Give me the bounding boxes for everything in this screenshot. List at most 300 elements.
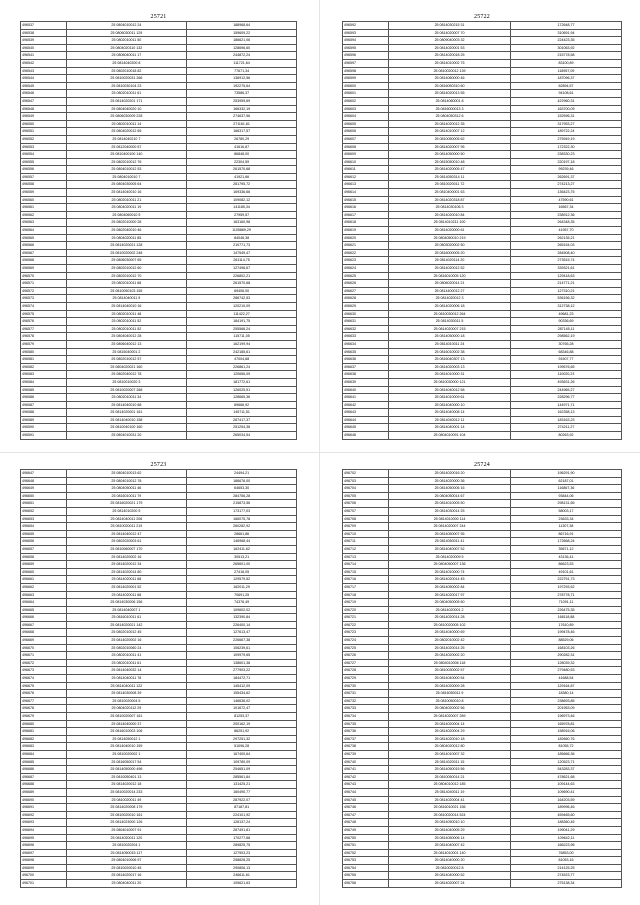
table-row bbox=[21, 234, 297, 242]
row-id-cell: 496572 bbox=[21, 287, 67, 295]
row-code-cell: 25 0814020017 97 bbox=[389, 591, 511, 599]
row-amount-cell: 22304,59 bbox=[187, 158, 297, 166]
data-table bbox=[342, 469, 622, 888]
table-row bbox=[21, 515, 297, 523]
row-code-cell: 25 0802010012 76 bbox=[66, 158, 187, 166]
table-row bbox=[343, 67, 622, 75]
row-amount-cell: 159609,22 bbox=[187, 29, 297, 37]
table-row bbox=[343, 394, 622, 402]
row-amount-cell: 279480,53 bbox=[510, 667, 621, 675]
row-id-cell: 496565 bbox=[21, 234, 67, 242]
row-code-cell: 25 0814040010 159 bbox=[66, 743, 187, 751]
row-id-cell: 496699 bbox=[21, 864, 67, 872]
row-code-cell: 25 0814040011 9 bbox=[66, 295, 187, 303]
row-amount-cell: 196973,46 bbox=[510, 713, 621, 721]
row-amount-cell: 35671,12 bbox=[510, 545, 621, 553]
row-amount-cell: 163160,98 bbox=[187, 219, 297, 227]
row-amount-cell: 261570,68 bbox=[187, 280, 297, 288]
data-table bbox=[20, 469, 297, 888]
row-amount-cell: 189722,24 bbox=[510, 128, 621, 136]
row-code-cell: 25 0814020009 28 bbox=[389, 682, 511, 690]
row-code-cell: 25 0814020002 20 bbox=[389, 652, 511, 660]
row-id-cell: 496546 bbox=[21, 90, 67, 98]
row-code-cell: 25 0802010011 34 bbox=[66, 394, 187, 402]
row-amount-cell: 422960,31 bbox=[510, 97, 621, 105]
row-amount-cell: 109780,09 bbox=[187, 758, 297, 766]
row-amount-cell: 222751,73 bbox=[510, 576, 621, 584]
row-amount-cell: 261570,68 bbox=[187, 166, 297, 174]
row-amount-cell: 131425,21 bbox=[187, 781, 297, 789]
row-id-cell: 496720 bbox=[343, 606, 389, 614]
row-amount-cell: 93844,06 bbox=[510, 492, 621, 500]
row-code-cell: 25 0814050007 55 bbox=[389, 530, 511, 538]
row-amount-cell: 226475,35 bbox=[510, 606, 621, 614]
row-amount-cell: 129164,87 bbox=[510, 682, 621, 690]
row-amount-cell: 258828,25 bbox=[187, 857, 297, 865]
row-code-cell: 25 0804010012 185 bbox=[389, 781, 511, 789]
row-id-cell: 496675 bbox=[21, 682, 67, 690]
row-id-cell: 496579 bbox=[21, 340, 67, 348]
row-amount-cell: 109690,41 bbox=[510, 788, 621, 796]
sheet-title: 25723 bbox=[150, 462, 167, 468]
row-id-cell: 496624 bbox=[343, 265, 389, 273]
row-amount-cell: 115711,05 bbox=[187, 333, 297, 341]
row-id-cell: 496687 bbox=[21, 773, 67, 781]
row-id-cell: 496716 bbox=[343, 576, 389, 584]
row-amount-cell: 86623,53 bbox=[510, 561, 621, 569]
table-row bbox=[343, 880, 622, 888]
row-amount-cell: 158916,06 bbox=[510, 728, 621, 736]
row-id-cell: 496724 bbox=[343, 637, 389, 645]
row-id-cell: 496681 bbox=[21, 728, 67, 736]
table-row bbox=[21, 667, 297, 675]
row-code-cell: 25 0814010007 32 bbox=[389, 750, 511, 758]
row-id-cell: 496581 bbox=[21, 356, 67, 364]
row-code-cell: 25 0810400100 140 bbox=[66, 151, 187, 159]
row-amount-cell: 166317,57 bbox=[187, 128, 297, 136]
row-amount-cell: 265154,03 bbox=[510, 242, 621, 250]
row-code-cell: 25 0810020007 161 bbox=[66, 713, 187, 721]
row-code-cell: 25 0814030008 39 bbox=[66, 690, 187, 698]
table-row bbox=[21, 424, 297, 432]
row-amount-cell: 30513,21 bbox=[187, 553, 297, 561]
row-amount-cell: 163700,09 bbox=[510, 105, 621, 113]
table-row bbox=[343, 204, 622, 212]
row-code-cell: 25 0806040012 13 bbox=[66, 340, 187, 348]
table-row bbox=[343, 151, 622, 159]
table-row bbox=[21, 826, 297, 834]
table-row bbox=[21, 386, 297, 394]
row-code-cell: 25 0814020002 16 bbox=[66, 553, 187, 561]
row-code-cell: 25 0814050000 496 bbox=[66, 766, 187, 774]
table-row bbox=[21, 128, 297, 136]
row-amount-cell: 1105869,29 bbox=[187, 227, 297, 235]
row-id-cell: 496643 bbox=[343, 409, 389, 417]
table-row bbox=[21, 310, 297, 318]
row-amount-cell: 167400,64 bbox=[187, 750, 297, 758]
row-id-cell: 496610 bbox=[343, 158, 389, 166]
row-code-cell: 25 0814040000 69 bbox=[389, 629, 511, 637]
table-row bbox=[343, 864, 622, 872]
row-id-cell: 496650 bbox=[21, 492, 67, 500]
row-amount-cell: 49101,61 bbox=[510, 568, 621, 576]
table-row bbox=[343, 280, 622, 288]
row-amount-cell: 287922,07 bbox=[187, 796, 297, 804]
row-code-cell: 25 0814020001 2 bbox=[389, 606, 511, 614]
row-amount-cell: 164203,59 bbox=[510, 796, 621, 804]
row-id-cell: 496706 bbox=[343, 500, 389, 508]
table-row bbox=[21, 568, 297, 576]
table-row bbox=[21, 819, 297, 827]
row-amount-cell: 129418,63 bbox=[510, 272, 621, 280]
row-amount-cell: 94108,61 bbox=[510, 90, 621, 98]
row-amount-cell: 297251,32 bbox=[187, 735, 297, 743]
table-row bbox=[21, 606, 297, 614]
row-id-cell: 496674 bbox=[21, 675, 67, 683]
table-row bbox=[343, 606, 622, 614]
row-amount-cell: 81053,16 bbox=[510, 857, 621, 865]
row-code-cell: 25 0804010006 118 bbox=[389, 659, 511, 667]
sheet-panel-top-left bbox=[20, 14, 297, 440]
table-row bbox=[21, 67, 297, 75]
row-id-cell: 496663 bbox=[21, 591, 67, 599]
row-code-cell: 25 0816020021 179 bbox=[66, 500, 187, 508]
row-amount-cell: 224423,35 bbox=[510, 37, 621, 45]
row-amount-cell: 77671,34 bbox=[187, 67, 297, 75]
table-row bbox=[21, 219, 297, 227]
row-amount-cell: 86716,91 bbox=[510, 530, 621, 538]
row-amount-cell: 91507,77 bbox=[510, 356, 621, 364]
table-row bbox=[21, 272, 297, 280]
row-code-cell: 25 0814020014 45 bbox=[389, 576, 511, 584]
row-id-cell: 496555 bbox=[21, 158, 67, 166]
row-amount-cell: 49681,23 bbox=[510, 310, 621, 318]
row-code-cell: 25 0814020004 14 bbox=[389, 720, 511, 728]
row-amount-cell: 214771,21 bbox=[510, 280, 621, 288]
row-code-cell: 25 0814020009 5 bbox=[389, 553, 511, 561]
table-row bbox=[21, 659, 297, 667]
row-code-cell: 25 0816010003 106 bbox=[66, 728, 187, 736]
row-id-cell: 496744 bbox=[343, 788, 389, 796]
table-row bbox=[21, 363, 297, 371]
row-amount-cell: 312738,12 bbox=[510, 302, 621, 310]
row-id-cell: 496746 bbox=[343, 804, 389, 812]
row-amount-cell: 127496,67 bbox=[187, 265, 297, 273]
row-amount-cell: 188360,45 bbox=[510, 819, 621, 827]
table-row bbox=[343, 485, 622, 493]
row-amount-cell: 101672,47 bbox=[187, 705, 297, 713]
row-amount-cell: 238912,36 bbox=[510, 211, 621, 219]
table-row bbox=[21, 401, 297, 409]
row-id-cell: 496551 bbox=[21, 128, 67, 136]
row-code-cell: 25 0814050000 50 bbox=[389, 151, 511, 159]
row-code-cell: 25 0814020001 52 bbox=[66, 583, 187, 591]
row-amount-cell: 138601,38 bbox=[187, 659, 297, 667]
row-id-cell: 496634 bbox=[343, 340, 389, 348]
row-code-cell: 25 0814040008 14 bbox=[389, 409, 511, 417]
row-code-cell: 25 0814010001 140 bbox=[389, 849, 511, 857]
table-row bbox=[343, 378, 622, 386]
row-amount-cell: 120210,09 bbox=[187, 302, 297, 310]
row-id-cell: 496585 bbox=[21, 386, 67, 394]
row-code-cell: 25 0809040003 32 bbox=[389, 37, 511, 45]
row-code-cell: 25 0810020204 1 bbox=[66, 842, 187, 850]
row-code-cell: 25 0816010002 38 bbox=[389, 348, 511, 356]
table-row bbox=[343, 857, 622, 865]
row-id-cell: 496582 bbox=[21, 363, 67, 371]
row-id-cell: 496659 bbox=[21, 561, 67, 569]
table-row bbox=[21, 599, 297, 607]
table-row bbox=[21, 29, 297, 37]
row-code-cell: 25 0814040007 1 bbox=[66, 606, 187, 614]
table-row bbox=[343, 82, 622, 90]
row-id-cell: 496703 bbox=[343, 477, 389, 485]
table-row bbox=[343, 576, 622, 584]
row-code-cell: 25 0802020003 61 bbox=[66, 538, 187, 546]
row-id-cell: 496559 bbox=[21, 189, 67, 197]
table-row bbox=[343, 348, 622, 356]
row-id-cell: 496633 bbox=[343, 333, 389, 341]
row-code-cell: 25 0804020011 19 bbox=[66, 204, 187, 212]
row-code-cell: 25 0814050002 84 bbox=[389, 583, 511, 591]
row-code-cell: 25 0814020017 16 bbox=[66, 872, 187, 880]
table-row bbox=[21, 864, 297, 872]
row-code-cell: 25 0814020010 84 bbox=[389, 211, 511, 219]
table-row bbox=[21, 538, 297, 546]
row-id-cell: 496638 bbox=[343, 371, 389, 379]
row-id-cell: 496670 bbox=[21, 644, 67, 652]
row-code-cell: 25 0804010012 78 bbox=[66, 477, 187, 485]
table-row bbox=[21, 120, 297, 128]
row-id-cell: 496654 bbox=[21, 523, 67, 531]
row-id-cell: 496718 bbox=[343, 591, 389, 599]
table-row bbox=[343, 690, 622, 698]
row-id-cell: 496557 bbox=[21, 173, 67, 181]
row-code-cell: 25 0814040001 14 bbox=[389, 424, 511, 432]
row-id-cell: 496548 bbox=[21, 105, 67, 113]
row-code-cell: 25 0814020011 68 bbox=[66, 576, 187, 584]
row-amount-cell: 459465,60 bbox=[510, 811, 621, 819]
row-code-cell: 25 0810020002 1 bbox=[66, 750, 187, 758]
table-row bbox=[343, 249, 622, 257]
row-id-cell: 496692 bbox=[21, 811, 67, 819]
row-amount-cell: 317953,27 bbox=[510, 120, 621, 128]
row-id-cell: 496564 bbox=[21, 227, 67, 235]
row-id-cell: 496562 bbox=[21, 211, 67, 219]
row-amount-cell: 298131,65 bbox=[510, 500, 621, 508]
row-amount-cell: 41921,66 bbox=[187, 173, 297, 181]
row-code-cell: 25 0814020001 161 bbox=[66, 409, 187, 417]
row-amount-cell: 162199,94 bbox=[187, 340, 297, 348]
row-id-cell: 496646 bbox=[343, 432, 389, 440]
row-amount-cell: 196291,90 bbox=[510, 470, 621, 478]
table-row bbox=[343, 135, 622, 143]
row-amount-cell: 189996,46 bbox=[510, 804, 621, 812]
row-amount-cell: 155434,62 bbox=[187, 690, 297, 698]
row-code-cell: 25 0804050312 6 bbox=[389, 113, 511, 121]
table-row bbox=[343, 538, 622, 546]
row-id-cell: 496620 bbox=[343, 234, 389, 242]
table-row bbox=[21, 242, 297, 250]
table-row bbox=[21, 675, 297, 683]
table-row bbox=[343, 128, 622, 136]
table-row bbox=[343, 697, 622, 705]
row-id-cell: 496726 bbox=[343, 652, 389, 660]
row-amount-cell: 226802,21 bbox=[187, 272, 297, 280]
row-code-cell: 25 0816050017 54 bbox=[66, 758, 187, 766]
table-row bbox=[343, 773, 622, 781]
row-amount-cell: 99239,46 bbox=[510, 166, 621, 174]
row-amount-cell: 199478,46 bbox=[510, 629, 621, 637]
row-amount-cell: 184472,71 bbox=[187, 675, 297, 683]
table-row bbox=[21, 477, 297, 485]
row-code-cell: 25 0804020021 160 bbox=[66, 363, 187, 371]
row-amount-cell: 110020,23 bbox=[510, 371, 621, 379]
row-id-cell: 496578 bbox=[21, 333, 67, 341]
table-row bbox=[21, 378, 297, 386]
row-amount-cell: 116867,36 bbox=[510, 485, 621, 493]
row-code-cell: 25 0814010000 74 bbox=[389, 568, 511, 576]
row-amount-cell: 281795,72 bbox=[187, 181, 297, 189]
row-id-cell: 496541 bbox=[21, 52, 67, 60]
table-row bbox=[343, 545, 622, 553]
table-row bbox=[343, 37, 622, 45]
row-code-cell: 25 0802010011 68 bbox=[66, 280, 187, 288]
row-amount-cell: 228296,77 bbox=[510, 394, 621, 402]
row-code-cell: 25 0814010000 31 bbox=[389, 371, 511, 379]
row-id-cell: 496713 bbox=[343, 553, 389, 561]
row-code-cell: 25 0804010013 62 bbox=[66, 470, 187, 478]
table-row bbox=[343, 272, 622, 280]
row-code-cell: 25 0814010009 61 bbox=[389, 394, 511, 402]
table-row bbox=[343, 356, 622, 364]
row-amount-cell: 41957,70 bbox=[510, 227, 621, 235]
row-code-cell: 25 0814040007 52 bbox=[389, 545, 511, 553]
row-code-cell: 25 0814040012 11 bbox=[389, 416, 511, 424]
row-amount-cell: 68346,88 bbox=[510, 348, 621, 356]
table-row bbox=[21, 113, 297, 121]
row-id-cell: 496593 bbox=[343, 29, 389, 37]
table-row bbox=[21, 82, 297, 90]
row-id-cell: 496709 bbox=[343, 523, 389, 531]
row-id-cell: 496567 bbox=[21, 249, 67, 257]
table-row bbox=[343, 834, 622, 842]
row-amount-cell: 536156,32 bbox=[510, 295, 621, 303]
table-row bbox=[343, 105, 622, 113]
row-code-cell: 25 0816050011 9 bbox=[389, 690, 511, 698]
row-id-cell: 496721 bbox=[343, 614, 389, 622]
table-row bbox=[21, 614, 297, 622]
row-id-cell: 496754 bbox=[343, 864, 389, 872]
row-code-cell: 25 0810050014 21 bbox=[389, 773, 511, 781]
row-code-cell: 25 0802010011 52 bbox=[66, 325, 187, 333]
table-row bbox=[343, 143, 622, 151]
table-row bbox=[21, 644, 297, 652]
table-row bbox=[343, 644, 622, 652]
row-id-cell: 496752 bbox=[343, 849, 389, 857]
row-id-cell: 496661 bbox=[21, 576, 67, 584]
table-row bbox=[21, 249, 297, 257]
row-id-cell: 496617 bbox=[343, 211, 389, 219]
row-code-cell: 25 0814020008 179 bbox=[66, 804, 187, 812]
row-code-cell: 25 0814010007 12 bbox=[389, 128, 511, 136]
table-row bbox=[343, 401, 622, 409]
row-amount-cell: 310691,94 bbox=[510, 29, 621, 37]
row-code-cell: 25 0814060000 46 bbox=[389, 75, 511, 83]
row-code-cell: 25 0814040010 16 bbox=[66, 302, 187, 310]
table-row bbox=[21, 880, 297, 888]
row-code-cell: 25 0814020014 28 bbox=[389, 614, 511, 622]
row-code-cell: 25 0810020011 72 bbox=[389, 181, 511, 189]
row-code-cell: 25 0804020110 132 bbox=[66, 44, 187, 52]
table-row bbox=[21, 44, 297, 52]
row-amount-cell: 226400,14 bbox=[187, 621, 297, 629]
row-code-cell: 25 0816050310 60 bbox=[389, 82, 511, 90]
row-amount-cell: 188968,64 bbox=[187, 22, 297, 30]
row-id-cell: 496574 bbox=[21, 302, 67, 310]
row-amount-cell: 128137,24 bbox=[187, 819, 297, 827]
row-id-cell: 496635 bbox=[343, 348, 389, 356]
row-code-cell: 25 0814040005 29 bbox=[389, 826, 511, 834]
row-id-cell: 496580 bbox=[21, 348, 67, 356]
table-row bbox=[21, 682, 297, 690]
row-amount-cell: 274211,27 bbox=[510, 424, 621, 432]
table-row bbox=[343, 675, 622, 683]
row-code-cell: 25 0810030012 264 bbox=[389, 310, 511, 318]
row-code-cell: 25 0814020000 61 bbox=[389, 227, 511, 235]
row-amount-cell: 173177,03 bbox=[187, 507, 297, 515]
row-id-cell: 496547 bbox=[21, 97, 67, 105]
row-id-cell: 496586 bbox=[21, 394, 67, 402]
row-id-cell: 496583 bbox=[21, 371, 67, 379]
row-id-cell: 496668 bbox=[21, 629, 67, 637]
table-row bbox=[21, 735, 297, 743]
row-amount-cell: 120656,09 bbox=[187, 371, 297, 379]
row-id-cell: 496717 bbox=[343, 583, 389, 591]
table-row bbox=[343, 90, 622, 98]
row-id-cell: 496597 bbox=[343, 59, 389, 67]
table-row bbox=[21, 705, 297, 713]
row-id-cell: 496736 bbox=[343, 728, 389, 736]
table-row bbox=[21, 52, 297, 60]
row-code-cell: 25 0816010005 120 bbox=[389, 272, 511, 280]
row-code-cell: 25 0814040010 16 bbox=[66, 189, 187, 197]
row-code-cell: 25 0802040010 46 bbox=[66, 227, 187, 235]
row-id-cell: 496722 bbox=[343, 621, 389, 629]
row-id-cell: 496568 bbox=[21, 257, 67, 265]
row-id-cell: 496560 bbox=[21, 196, 67, 204]
row-id-cell: 496628 bbox=[343, 295, 389, 303]
row-amount-cell: 184191,75 bbox=[187, 318, 297, 326]
row-id-cell: 496686 bbox=[21, 766, 67, 774]
row-amount-cell: 162411,62 bbox=[187, 545, 297, 553]
row-code-cell: 25 0802010002 42 bbox=[389, 637, 511, 645]
row-code-cell: 25 0814020012 34 bbox=[66, 561, 187, 569]
table-row bbox=[21, 173, 297, 181]
row-id-cell: 496584 bbox=[21, 378, 67, 386]
row-id-cell: 496734 bbox=[343, 713, 389, 721]
table-row bbox=[21, 37, 297, 45]
table-row bbox=[343, 371, 622, 379]
row-code-cell: 25 0806040011 17 bbox=[66, 52, 187, 60]
row-id-cell: 496711 bbox=[343, 538, 389, 546]
table-row bbox=[343, 728, 622, 736]
row-amount-cell: 253959,69 bbox=[187, 97, 297, 105]
row-amount-cell: 90336,69 bbox=[510, 318, 621, 326]
row-amount-cell: 172668,24 bbox=[510, 538, 621, 546]
row-amount-cell: 246611,61 bbox=[187, 872, 297, 880]
row-code-cell: 25 0816010011 79 bbox=[66, 492, 187, 500]
